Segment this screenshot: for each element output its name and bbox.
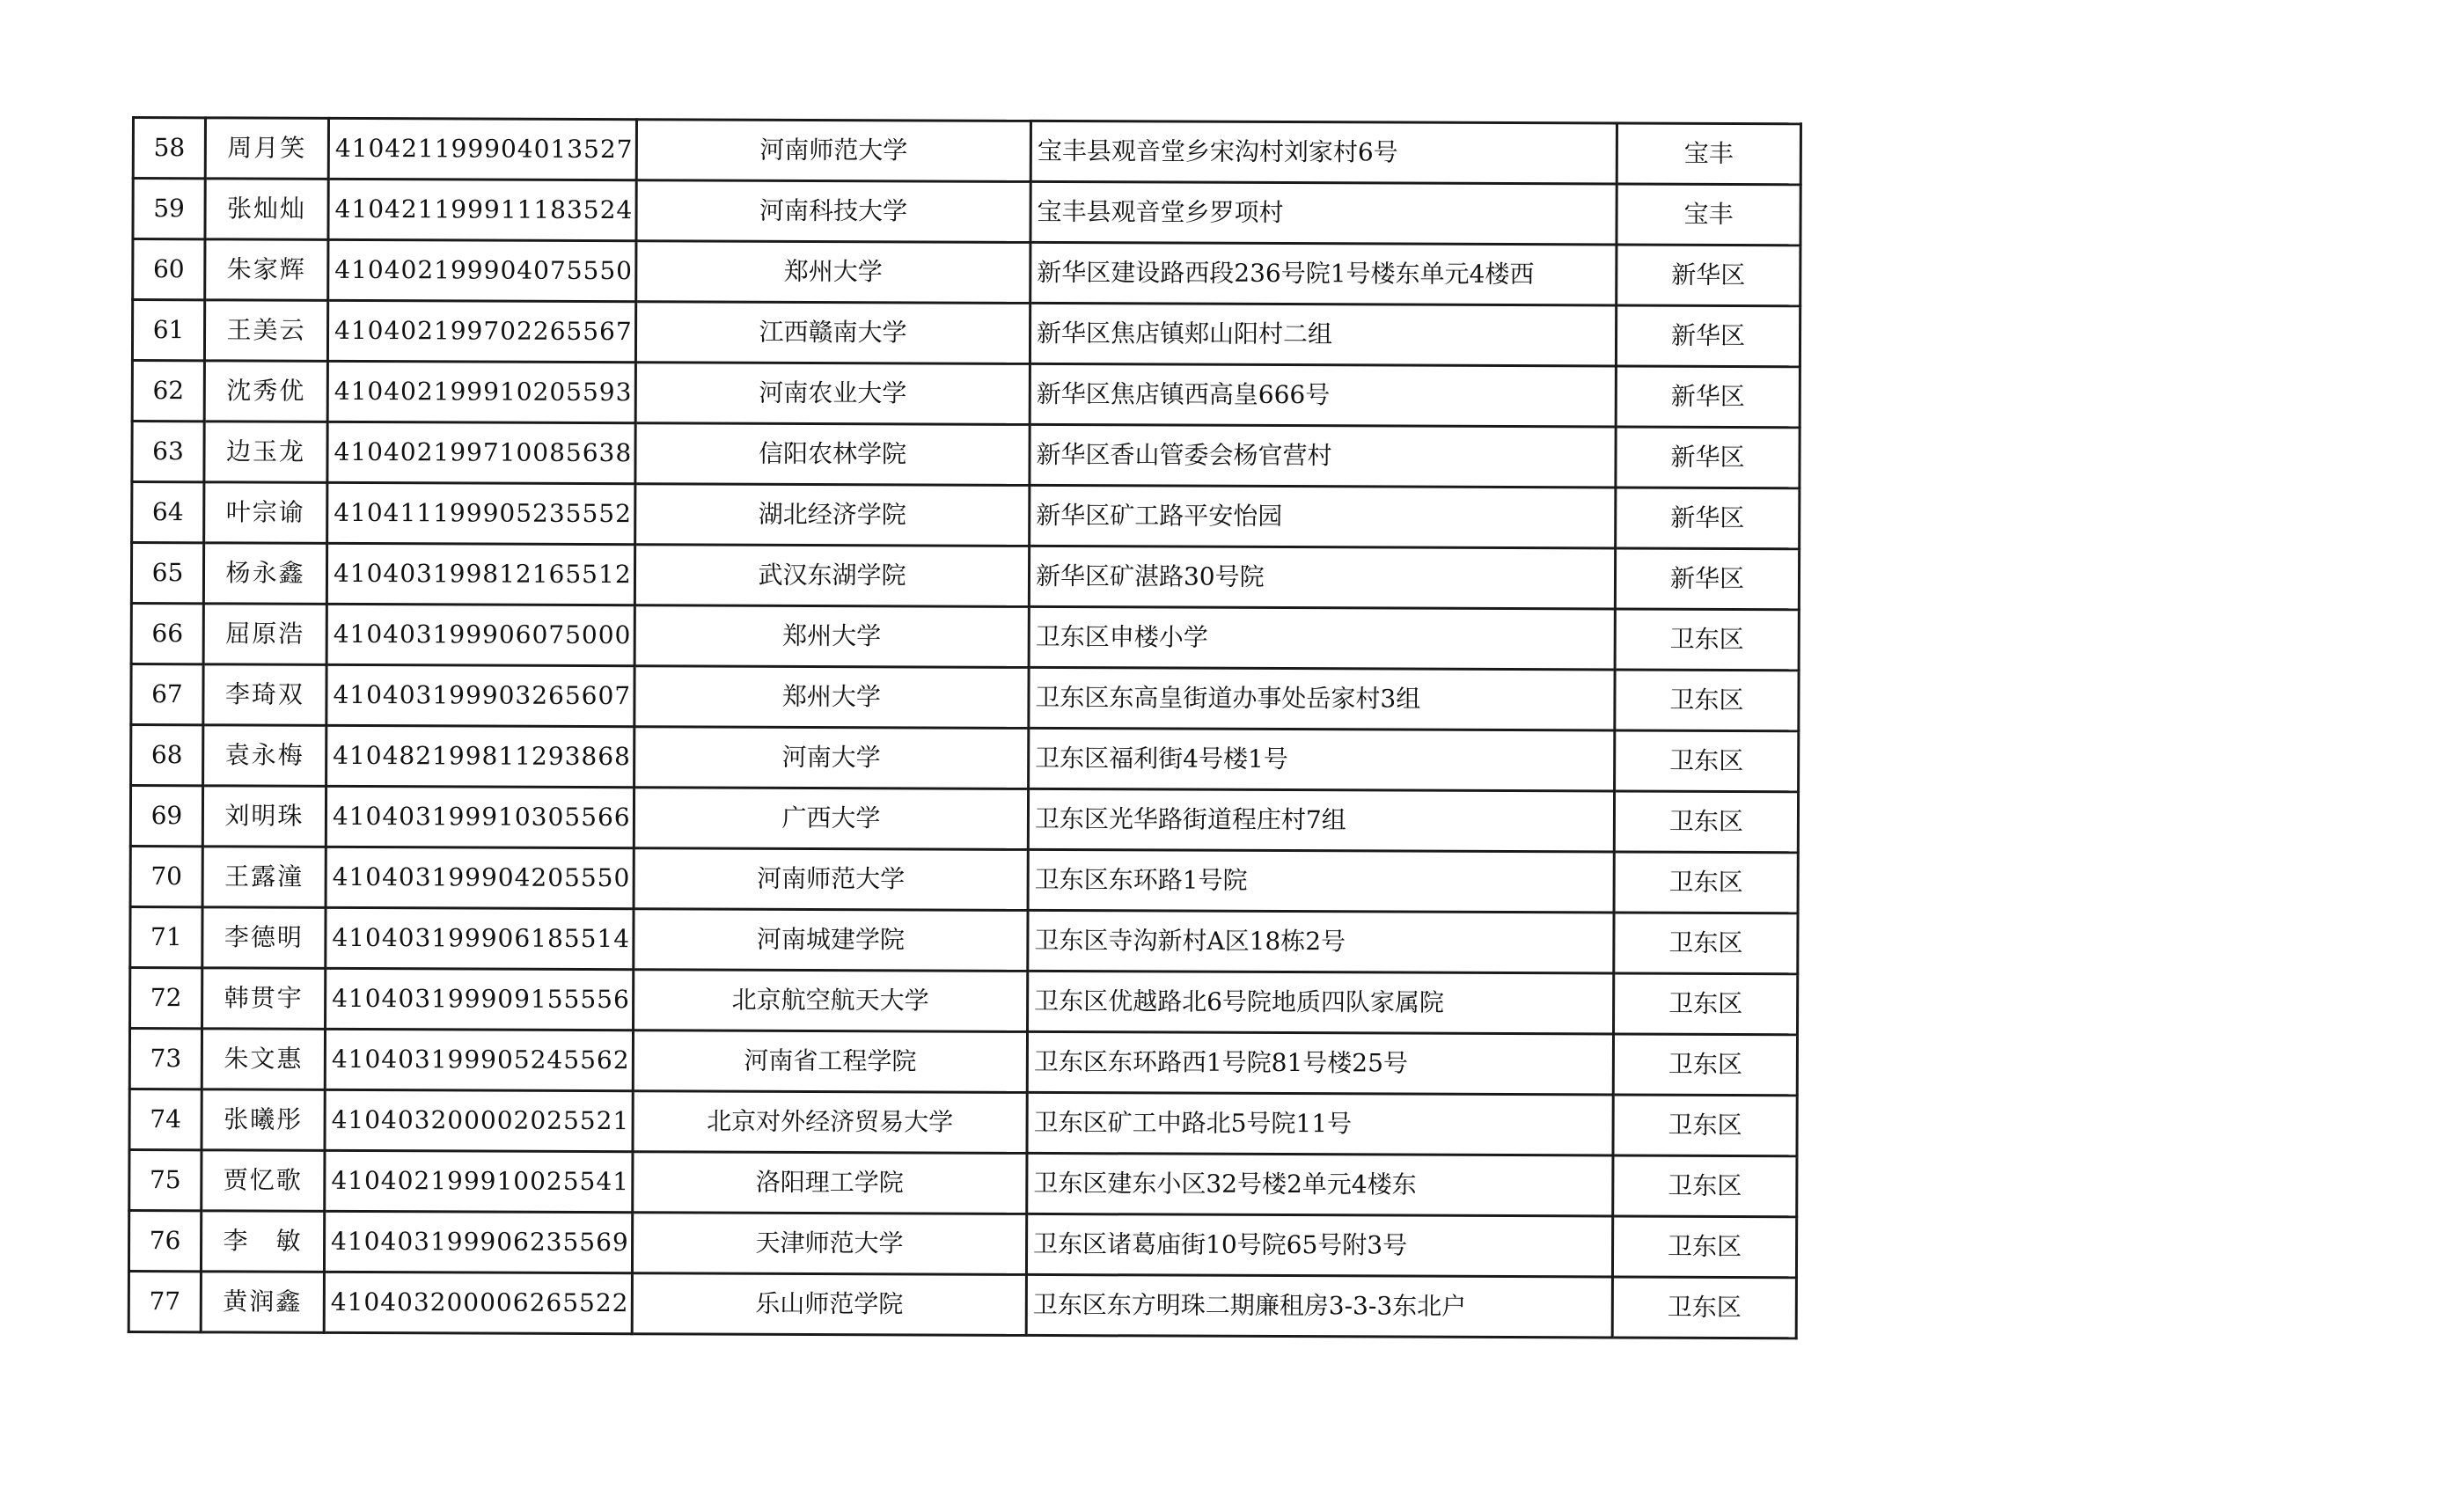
district-cell: 卫东区 bbox=[1614, 791, 1798, 853]
university-cell: 湖北经济学院 bbox=[635, 484, 1030, 546]
university-cell: 天津师范大学 bbox=[632, 1213, 1026, 1275]
university-cell: 武汉东湖学院 bbox=[634, 545, 1029, 607]
table-row bbox=[133, 239, 1800, 306]
student-name-cell: 李 敏 bbox=[201, 1211, 324, 1272]
row-number-cell: 74 bbox=[129, 1089, 202, 1149]
university-cell: 郑州大学 bbox=[634, 666, 1029, 729]
district-cell: 卫东区 bbox=[1614, 852, 1798, 913]
university-cell: 河南大学 bbox=[634, 727, 1029, 789]
row-number-cell: 63 bbox=[132, 422, 204, 482]
student-name-cell: 边玉龙 bbox=[204, 422, 327, 483]
table-row bbox=[130, 846, 1798, 913]
home-address-cell: 卫东区诸葛庙街10号院65号附3号 bbox=[1026, 1214, 1612, 1277]
home-address-cell: 卫东区建东小区32号楼2单元4楼东 bbox=[1027, 1153, 1613, 1216]
district-cell: 卫东区 bbox=[1615, 730, 1799, 792]
home-address-cell: 卫东区东环路1号院 bbox=[1028, 849, 1614, 913]
table-row bbox=[131, 725, 1799, 792]
university-cell: 广西大学 bbox=[634, 788, 1028, 850]
table-row bbox=[132, 422, 1800, 488]
student-name-cell: 沈秀优 bbox=[204, 361, 327, 422]
id-number-cell: 410403200006265522 bbox=[324, 1272, 632, 1333]
university-cell: 江西赣南大学 bbox=[635, 302, 1030, 364]
row-number-cell: 59 bbox=[133, 179, 205, 239]
home-address-cell: 宝丰县观音堂乡罗项村 bbox=[1030, 181, 1617, 245]
table-row bbox=[131, 604, 1799, 671]
table-row bbox=[133, 179, 1800, 246]
university-cell: 郑州大学 bbox=[636, 241, 1030, 304]
home-address-cell: 卫东区矿工中路北5号院11号 bbox=[1027, 1092, 1613, 1155]
table-row bbox=[132, 300, 1800, 367]
row-number-cell: 58 bbox=[133, 118, 205, 179]
table-row bbox=[130, 967, 1798, 1034]
home-address-cell: 新华区焦店镇西高皇666号 bbox=[1030, 363, 1616, 427]
home-address-cell: 卫东区申楼小学 bbox=[1029, 606, 1615, 670]
table-row bbox=[132, 482, 1800, 549]
student-name-cell: 贾忆歌 bbox=[202, 1150, 325, 1212]
home-address-cell: 卫东区东方明珠二期廉租房3-3-3东北户 bbox=[1026, 1274, 1612, 1338]
university-cell: 信阳农林学院 bbox=[635, 423, 1030, 486]
university-cell: 洛阳理工学院 bbox=[633, 1152, 1027, 1214]
row-number-cell: 61 bbox=[132, 300, 204, 361]
table-row bbox=[128, 1271, 1796, 1338]
student-name-cell: 叶宗谕 bbox=[204, 482, 327, 544]
row-number-cell: 67 bbox=[131, 664, 203, 725]
university-cell: 北京航空航天大学 bbox=[634, 970, 1028, 1032]
row-number-cell: 69 bbox=[130, 786, 202, 847]
district-cell: 新华区 bbox=[1617, 245, 1800, 306]
student-name-cell: 朱文惠 bbox=[202, 1029, 325, 1090]
district-cell: 新华区 bbox=[1616, 305, 1800, 367]
district-cell: 新华区 bbox=[1616, 427, 1800, 488]
home-address-cell: 新华区香山管委会杨官营村 bbox=[1030, 424, 1616, 488]
row-number-cell: 77 bbox=[128, 1271, 201, 1331]
district-cell: 卫东区 bbox=[1612, 1277, 1796, 1338]
id-number-cell: 410482199811293868 bbox=[326, 725, 634, 787]
id-number-cell: 410402199904075550 bbox=[328, 239, 636, 301]
student-name-cell: 李德明 bbox=[202, 907, 326, 969]
district-cell: 卫东区 bbox=[1613, 1095, 1797, 1156]
row-number-cell: 65 bbox=[131, 543, 203, 604]
university-cell: 河南农业大学 bbox=[635, 363, 1030, 425]
student-name-cell: 张曦彤 bbox=[202, 1089, 325, 1151]
home-address-cell: 卫东区寺沟新村A区18栋2号 bbox=[1028, 910, 1614, 973]
table-row bbox=[130, 906, 1798, 973]
home-address-cell: 新华区焦店镇郏山阳村二组 bbox=[1030, 303, 1616, 366]
student-name-cell: 李琦双 bbox=[203, 664, 326, 726]
row-number-cell: 73 bbox=[129, 1028, 202, 1089]
row-number-cell: 64 bbox=[132, 482, 204, 543]
student-roster-table bbox=[128, 116, 1802, 1339]
university-cell: 河南师范大学 bbox=[636, 120, 1030, 182]
table-row bbox=[129, 1028, 1797, 1095]
student-name-cell: 张灿灿 bbox=[205, 179, 328, 240]
row-number-cell: 62 bbox=[132, 361, 204, 422]
home-address-cell: 卫东区优越路北6号院地质四队家属院 bbox=[1028, 971, 1614, 1034]
student-name-cell: 朱家辉 bbox=[205, 239, 328, 301]
id-number-cell: 410403199906185514 bbox=[326, 907, 634, 969]
home-address-cell: 新华区矿工路平安怡园 bbox=[1030, 485, 1616, 548]
table-row bbox=[131, 543, 1799, 610]
district-cell: 宝丰 bbox=[1617, 184, 1800, 246]
university-cell: 郑州大学 bbox=[634, 605, 1029, 668]
id-number-cell: 410421199904013527 bbox=[328, 118, 636, 180]
table-row bbox=[128, 1210, 1796, 1277]
row-number-cell: 66 bbox=[131, 604, 203, 664]
roster-table-body bbox=[128, 118, 1800, 1338]
student-name-cell: 刘明珠 bbox=[202, 786, 326, 847]
table-row bbox=[129, 1089, 1797, 1155]
university-cell: 乐山师范学院 bbox=[632, 1273, 1026, 1336]
row-number-cell: 72 bbox=[130, 967, 202, 1028]
student-name-cell: 周月笑 bbox=[205, 118, 328, 180]
student-name-cell: 杨永鑫 bbox=[203, 543, 326, 605]
university-cell: 北京对外经济贸易大学 bbox=[633, 1091, 1027, 1154]
id-number-cell: 410402199710085638 bbox=[327, 422, 635, 483]
home-address-cell: 新华区矿湛路30号院 bbox=[1029, 546, 1615, 609]
row-number-cell: 70 bbox=[130, 846, 202, 906]
id-number-cell: 410403199812165512 bbox=[326, 543, 634, 605]
table-row bbox=[129, 1149, 1797, 1216]
district-cell: 卫东区 bbox=[1613, 1034, 1797, 1096]
table-row bbox=[133, 118, 1800, 185]
home-address-cell: 新华区建设路西段236号院1号楼东单元4楼西 bbox=[1030, 242, 1617, 305]
id-number-cell: 410403199909155556 bbox=[326, 968, 634, 1030]
id-number-cell: 410403199903265607 bbox=[326, 664, 634, 726]
district-cell: 卫东区 bbox=[1614, 973, 1798, 1035]
id-number-cell: 410403199906235569 bbox=[324, 1211, 632, 1272]
student-name-cell: 黄润鑫 bbox=[201, 1272, 324, 1333]
id-number-cell: 410403200002025521 bbox=[325, 1089, 633, 1151]
id-number-cell: 410411199905235552 bbox=[327, 482, 635, 544]
student-name-cell: 王美云 bbox=[204, 300, 327, 362]
student-name-cell: 韩贯宇 bbox=[202, 968, 326, 1030]
district-cell: 卫东区 bbox=[1615, 609, 1799, 671]
table-row bbox=[132, 361, 1800, 428]
id-number-cell: 410421199911183524 bbox=[328, 179, 636, 240]
university-cell: 河南科技大学 bbox=[636, 180, 1030, 243]
id-number-cell: 410402199910205593 bbox=[327, 361, 635, 422]
id-number-cell: 410402199910025541 bbox=[325, 1150, 633, 1212]
district-cell: 卫东区 bbox=[1614, 913, 1798, 974]
table-row bbox=[131, 664, 1799, 731]
district-cell: 新华区 bbox=[1616, 488, 1800, 549]
home-address-cell: 卫东区福利街4号楼1号 bbox=[1029, 728, 1615, 791]
row-number-cell: 76 bbox=[128, 1210, 201, 1271]
home-address-cell: 卫东区光华路街道程庄村7组 bbox=[1028, 788, 1614, 852]
student-name-cell: 屈原浩 bbox=[203, 604, 326, 665]
row-number-cell: 60 bbox=[133, 239, 205, 300]
district-cell: 卫东区 bbox=[1613, 1155, 1797, 1217]
university-cell: 河南城建学院 bbox=[634, 909, 1028, 972]
district-cell: 卫东区 bbox=[1615, 670, 1799, 731]
home-address-cell: 卫东区东环路西1号院81号楼25号 bbox=[1027, 1031, 1613, 1095]
id-number-cell: 410403199904205550 bbox=[326, 847, 634, 908]
student-name-cell: 王露潼 bbox=[202, 847, 326, 908]
student-name-cell: 袁永梅 bbox=[203, 725, 326, 787]
row-number-cell: 68 bbox=[131, 725, 203, 786]
id-number-cell: 410403199905245562 bbox=[325, 1029, 633, 1090]
table-row bbox=[130, 786, 1798, 853]
row-number-cell: 75 bbox=[129, 1149, 202, 1210]
id-number-cell: 410403199906075000 bbox=[326, 604, 634, 665]
home-address-cell: 卫东区东高皇街道办事处岳家村3组 bbox=[1029, 667, 1615, 730]
district-cell: 卫东区 bbox=[1612, 1216, 1796, 1278]
row-number-cell: 71 bbox=[130, 906, 202, 967]
home-address-cell: 宝丰县观音堂乡宋沟村刘家村6号 bbox=[1030, 121, 1617, 184]
district-cell: 新华区 bbox=[1615, 548, 1799, 610]
id-number-cell: 410402199702265567 bbox=[327, 300, 635, 362]
district-cell: 宝丰 bbox=[1617, 123, 1800, 185]
university-cell: 河南省工程学院 bbox=[633, 1030, 1027, 1093]
id-number-cell: 410403199910305566 bbox=[326, 786, 634, 847]
district-cell: 新华区 bbox=[1616, 366, 1800, 428]
university-cell: 河南师范大学 bbox=[634, 848, 1028, 911]
